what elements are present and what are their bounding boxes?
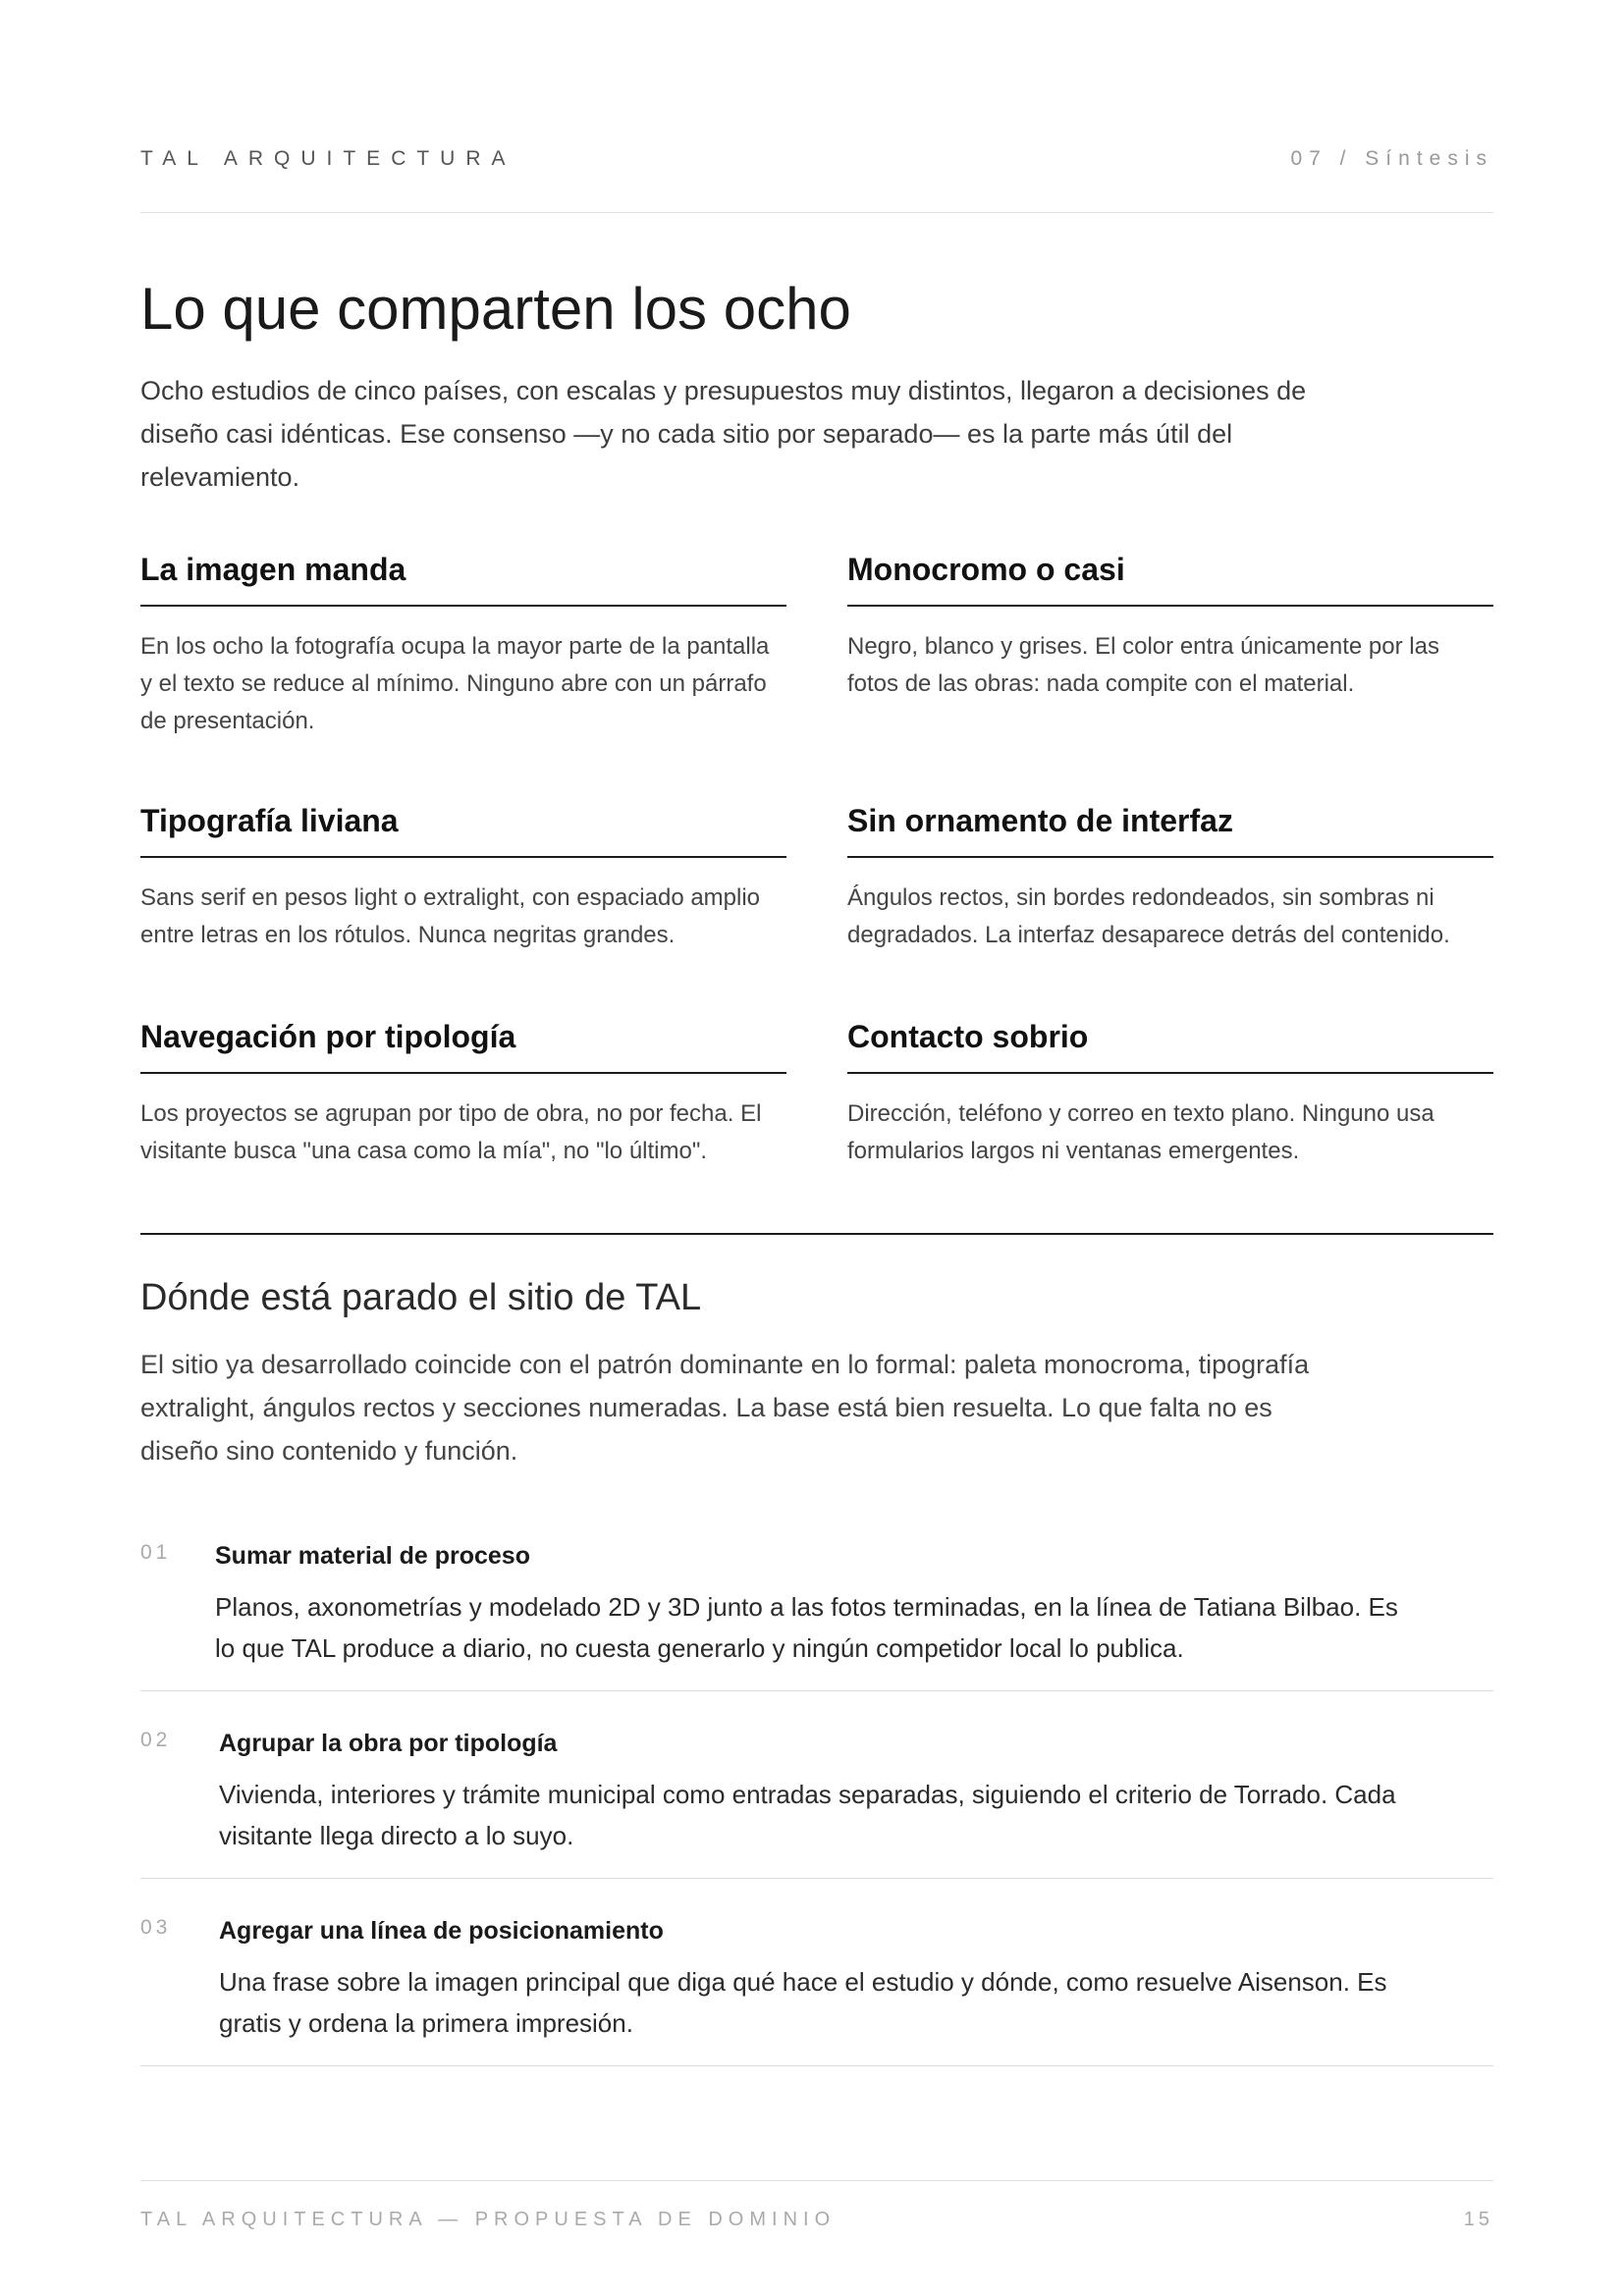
recommendation-title: Agregar una línea de posicionamiento [219,1917,664,1945]
section-label: 07 / Síntesis [1290,147,1493,170]
principle-card [140,1015,786,1170]
principle-card [847,799,1493,954]
status-title: Dónde está parado el sitio de TAL [140,1277,702,1318]
principle-title: Contacto sobrio [847,1015,1493,1074]
principle-card [847,548,1493,703]
recommendation-text: Una frase sobre la imagen principal que diga qué hace el estudio y dónde, como resuelve Aisenson. Es gratis y ordena la primera impresión. [219,1967,1387,2038]
recommendation-number: 01 [140,1541,172,1564]
principle-text: Sans serif en pesos light o extralight, con espaciado amplio entre letras en los rótulos. Nunca negritas grandes. [140,884,761,948]
recommendation-item [140,1539,1493,1691]
recommendation-text: Planos, axonometrías y modelado 2D y 3D junto a las fotos terminadas, en la línea de Tatiana Bilbao. Es lo que TAL produce a diario, no cuesta generarlo y ningún competidor local lo publica. [215,1592,1398,1663]
recommendation-number: 03 [140,1916,172,1939]
principle-text: Los proyectos se agrupan por tipo de obra, no por fecha. El visitante busca "una casa como la mía", no "lo último". [140,1100,762,1164]
page-number: 15 [1463,2209,1493,2230]
intro-paragraph: Ocho estudios de cinco países, con escalas y presupuestos muy distintos, llegaron a decisiones de diseño casi idénticas. Ese consenso —y no cada sitio por separado— es la parte más útil del relevamiento. [140,376,1307,492]
recommendation-item [140,1727,1493,1879]
recommendation-text: Vivienda, interiores y trámite municipal como entradas separadas, siguiendo el criterio de Torrado. Cada visitante llega directo a lo suyo. [219,1780,1396,1850]
recommendation-title: Agrupar la obra por tipología [219,1730,558,1757]
footer-divider [140,2180,1493,2181]
status-paragraph: El sitio ya desarrollado coincide con el patrón dominante en lo formal: paleta monocroma, tipografía extralight, ángulos rectos y secciones numeradas. La base está bien resuelta. Lo que falta no es diseño sino contenido y función. [140,1350,1310,1466]
principle-text: Dirección, teléfono y correo en texto plano. Ninguno usa formularios largos ni ventanas emergentes. [847,1100,1434,1164]
principle-title: Navegación por tipología [140,1015,786,1074]
recommendation-item [140,1914,1493,2066]
principle-card [140,799,786,954]
principle-card [140,548,786,740]
footer-brand: TAL ARQUITECTURA — PROPUESTA DE DOMINIO [140,2209,837,2230]
page-title: Lo que comparten los ocho [140,276,851,342]
recommendation-number: 02 [140,1729,172,1751]
principle-title: Sin ornamento de interfaz [847,799,1493,858]
principle-title: La imagen manda [140,548,786,607]
header-divider [140,212,1493,213]
principle-card [847,1015,1493,1170]
principle-text: Negro, blanco y grises. El color entra únicamente por las fotos de las obras: nada compite con el material. [847,633,1439,697]
principle-title: Tipografía liviana [140,799,786,858]
page-header [140,147,1493,177]
principle-title: Monocromo o casi [847,548,1493,607]
page [140,0,1493,2296]
section-divider [140,1233,1493,1235]
brand-label: TAL ARQUITECTURA [140,147,516,170]
principle-text: Ángulos rectos, sin bordes redondeados, sin sombras ni degradados. La interfaz desaparece detrás del contenido. [847,884,1450,948]
principle-text: En los ocho la fotografía ocupa la mayor parte de la pantalla y el texto se reduce al mínimo. Ninguno abre con un párrafo de presentación. [140,633,770,734]
recommendation-title: Sumar material de proceso [215,1542,530,1570]
